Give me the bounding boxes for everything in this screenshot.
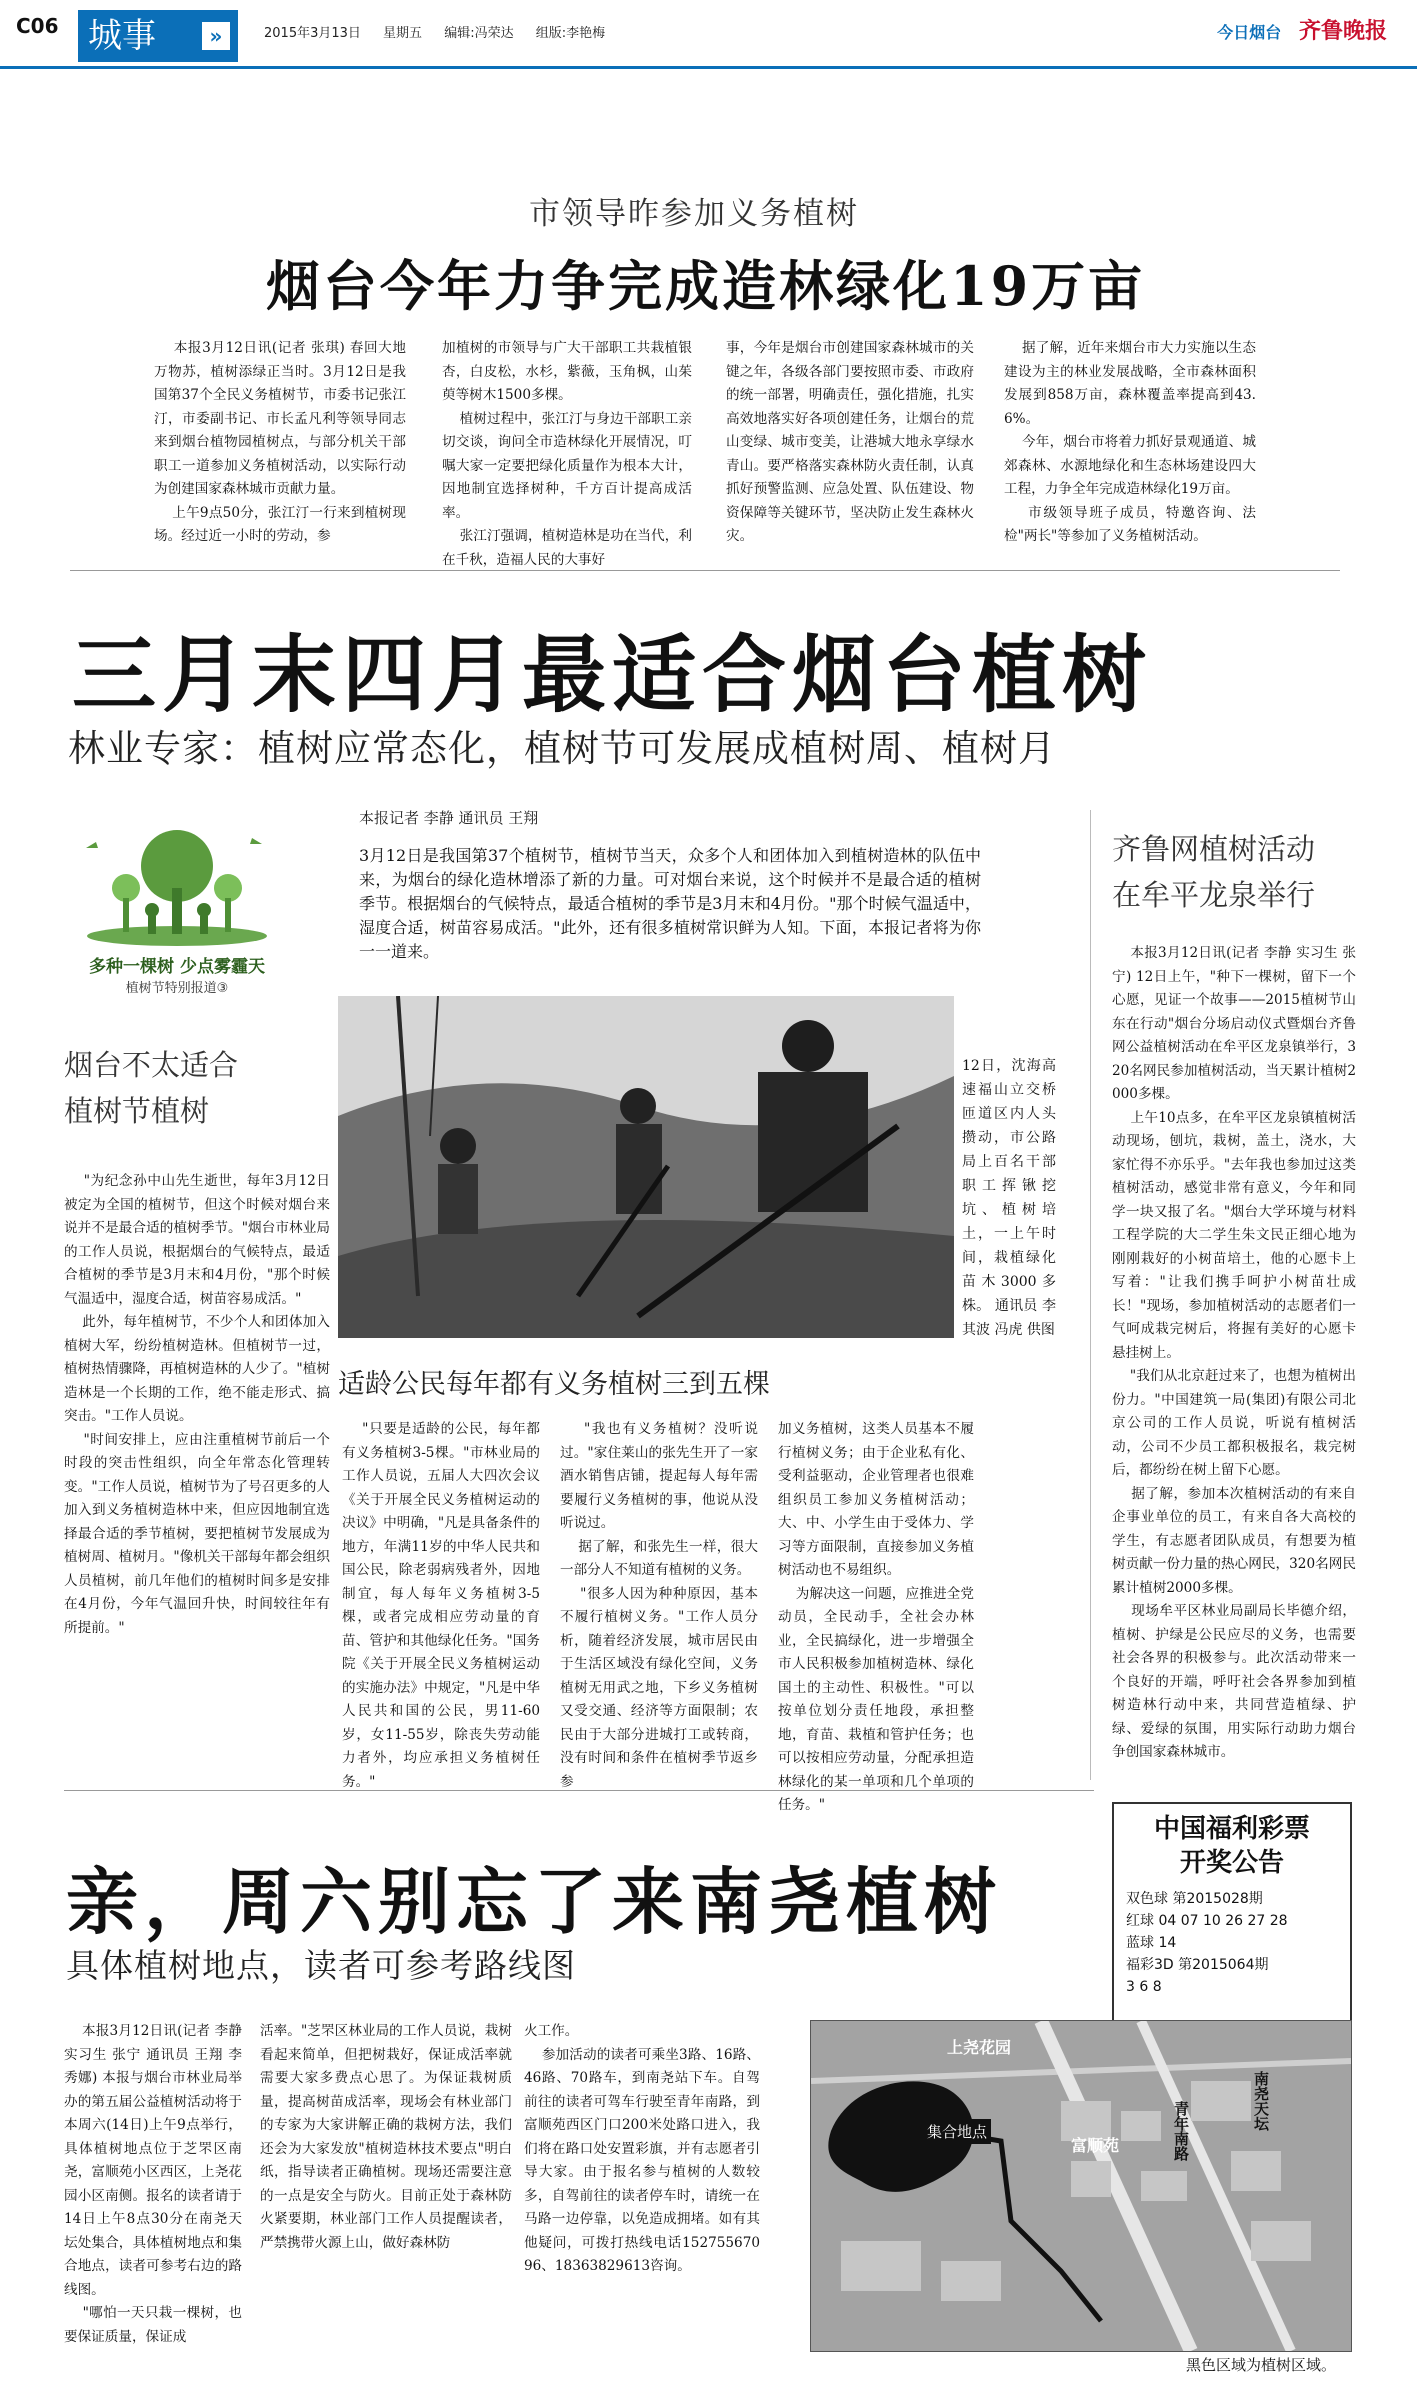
story2-mid-col1: "只要是适龄的公民，每年都有义务植树3-5棵。"市林业局的工作人员说，五届人大四次会议《关于开展全民义务植树运动的决议》中明确，"凡是具备条件的地方，年满11岁的中华人民共和国公民，除老弱病残者外，因地制宜，每人每年义务植树3-5棵，或者完成相应劳动量的育苗、管护和其他绿化任务。"国务院《关于开展全民义务植树运动的实施办法》中规定，"凡是中华人民共和国的公民，男11-60岁，女11-55岁，除丧失劳动能力者外，均应承担义务植树任务。": [342, 1421, 540, 1790]
story2-side-head: 烟台不太适合 植树节植树: [64, 1048, 239, 1128]
map-caption: 黑色区域为植树区域。: [1186, 2356, 1337, 2374]
map-label: 富顺苑: [1071, 2136, 1120, 2155]
campaign-logo: [66, 818, 288, 998]
story1-col2: 加植树的市领导与广大干部职工共栽植银杏，白皮松，水杉，紫薇，玉角枫，山茱萸等树木1500多棵。 植树过程中，张江汀与身边干部职工亲切交谈，询问全市造林绿化开展情况，叮嘱大家一定要把绿化质量作为根本大计，因地制宜选择树种，千方百计提高成活率。 张江汀强调，植树造林是功在当代，利在千秋，造福人民的大事好: [442, 340, 692, 568]
lottery-title: 中国福利彩票 开奖公告: [1153, 1814, 1310, 1878]
header-rule: [0, 66, 1417, 69]
lottery-line: 蓝球 14: [1126, 1935, 1177, 1951]
lottery-box: [1112, 1802, 1352, 2052]
lottery-line: 福彩3D 第2015064期: [1126, 1957, 1269, 1973]
lottery-line: 3 6 8: [1126, 1979, 1162, 1995]
divider: [70, 570, 1340, 571]
series-label: 植树节特别报道③: [125, 981, 229, 996]
layout-editor: 组版:李艳梅: [535, 26, 606, 41]
story1-title: 烟台今年力争完成造林绿化19万亩: [266, 254, 1146, 318]
photo-caption: 12日，沈海高速福山立交桥匝道区内人头攒动，市公路局上百名干部职工挥锹挖坑、植树培土，一上午时间，栽植绿化苗木3000多株。 通讯员 李其波 冯虎 供图: [962, 1058, 1056, 1338]
map-label: 上尧花园: [947, 2038, 1012, 2057]
map-label: 南尧天坛: [1252, 2071, 1270, 2131]
story4-subtitle: 具体植树地点，读者可参考路线图: [66, 1946, 576, 1985]
story2-byline: 本报记者 李静 通讯员 王翔: [359, 809, 539, 827]
section-tag: [78, 10, 238, 62]
lottery-line: 红球 04 07 10 26 27 28: [1126, 1913, 1288, 1929]
editor: 编辑:冯荣达: [444, 26, 514, 41]
weekday: 星期五: [383, 26, 423, 41]
story4-col2: 活率。"芝罘区林业局的工作人员说，栽树看起来简单，但把树栽好，保证成活率就需要大家多费点心思了。为保证栽树质量，提高树苗成活率，现场会有林业部门的专家为大家讲解正确的栽树方法，我们还会为大家发放"植树造林技术要点"明白纸，指导读者正确植树。现场还需要注意的一点是安全与防火。目前正处于森林防火紧要期，林业部门工作人员提醒读者，严禁携带火源上山，做好森林防: [260, 2023, 512, 2251]
map-label: 青年南路: [1172, 2101, 1190, 2161]
story3-body: 本报3月12日讯(记者 李静 实习生 张宁) 12日上午，"种下一棵树，留下一个心愿，见证一个故事——2015植树节山东在行动"烟台分场启动仪式暨烟台齐鲁网公益植树活动在牟平区龙泉镇举行，320名网民参加植树活动，当天累计植树2000多棵。 上午10点多，在牟平区龙泉镇植树活动现场，刨坑，栽树，盖土，浇水，大家忙得不亦乐乎。"去年我也参加过这类植树活动，感觉非常有意义，今年和同学一块又报了名。"烟台大学环境与材料工程学院的大二学生朱文民正细心地为刚刚栽好的小树苗培土，他的心愿卡上写着："让我们携手呵护小树苗壮成长！"现场，参加植树活动的志愿者们一气呵成栽完树后，将握有美好的心愿卡悬挂树上。 "我们从北京赶过来了，也想为植树出份力。"中国建筑一局(集团)有限公司北京公司的工作人员说，听说有植树活动，公司不少员工都积极报名，栽完树后，都纷纷在树上留下心愿。 据了解，参加本次植树活动的有来自企事业单位的员工，有来自各大高校的学生，有志愿者团队成员，有想要为植树贡献一份力量的热心网民，320名网民累计植树2000多棵。 现场牟平区林业局副局长毕德介绍，植树、护绿是公民应尽的义务，也需要社会各界的积极参与。此次活动带来一个良好的开端，呼吁社会各界参加到植树造林行动中来，共同营造植绿、护绿、爱绿的氛围，用实际行动助力烟台争创国家森林城市。: [1112, 945, 1356, 1760]
issue-date: 2015年3月13日: [264, 26, 361, 41]
section-title: 城事: [88, 16, 156, 56]
story2-lead: 3月12日是我国第37个植树节，植树节当天，众多个人和团体加入到植树造林的队伍中来，为烟台的绿化造林增添了新的力量。可对烟台来说，这个时候并不是最合适的植树季节。根据烟台的气候特点，最适合植树的季节是3月末和4月份。"那个时候气温适中，湿度合适，树苗容易成活。"此外，还有很多植树常识鲜为人知。下面，本报记者将为你一一道来。: [359, 846, 981, 961]
story1-col3: 事，今年是烟台市创建国家森林城市的关键之年，各级各部门要按照市委、市政府的统一部署，明确责任，强化措施，扎实高效地落实好各项创建任务，让烟台的荒山变绿、城市变美，让港城大地永享绿水青山。要严格落实森林防火责任制，认真抓好预警监测、应急处置、队伍建设、物资保障等关键环节，坚决防止发生森林火灾。: [726, 340, 974, 544]
story2-subtitle: 林业专家：植树应常态化，植树节可发展成植树周、植树月: [68, 727, 1056, 770]
campaign-slogan: 多种一棵树 少点雾霾天: [89, 957, 265, 977]
photo-planting-image: [338, 996, 954, 1338]
story1-col4: 据了解，近年来烟台市大力实施以生态建设为主的林业发展战略，全市森林面积发展到858万亩，森林覆盖率提高到43.6%。 今年，烟台市将着力抓好景观通道、城郊森林、水源地绿化和生态林场建设四大工程，力争全年完成造林绿化19万亩。 市级领导班子成员，特邀咨询、法检"两长"等参加了义务植树活动。: [1004, 340, 1256, 544]
story1-kicker: 市领导昨参加义务植树: [529, 196, 859, 232]
map-label: 集合地点: [923, 2119, 991, 2144]
story4-title: 亲，周六别忘了来南尧植树: [66, 1860, 1003, 1944]
route-map: [810, 2020, 1352, 2352]
story1-col1: 本报3月12日讯(记者 张琪) 春回大地万物苏，植树添绿正当时。3月12日是我国第37个全民义务植树节，市委书记张江汀，市委副书记、市长孟凡利等领导同志来到烟台植物园植树点，与部分机关干部职工一道参加义务植树活动，以实际行动为创建国家森林城市贡献力量。 上午9点50分，张江汀一行来到植树现场。经过近一小时的劳动，参: [154, 340, 406, 544]
story3-title: 齐鲁网植树活动 在牟平龙泉举行: [1112, 832, 1316, 912]
story4-col1: 本报3月12日讯(记者 李静 实习生 张宁 通讯员 王翔 李秀娜) 本报与烟台市林业局举办的第五届公益植树活动将于本周六(14日)上午9点举行，具体植树地点位于芝罘区南尧，富顺苑小区西区，上尧花园小区南侧。报名的读者请于14日上午8点30分在南尧天坛处集合，具体植树地点和集合地点，读者可参考右边的路线图。 "哪怕一天只栽一棵树，也要保证质量，保证成: [64, 2023, 242, 2345]
lottery-line: 双色球 第2015028期: [1126, 1891, 1263, 1907]
header-info: [264, 22, 623, 41]
divider: [64, 1790, 1094, 1791]
story2-mid-head: 适龄公民每年都有义务植树三到五棵: [338, 1369, 770, 1400]
story4-col3: 火工作。 参加活动的读者可乘坐3路、16路、46路、70路车，到南尧站下车。自驾前往的读者可驾车行驶至青年南路，到富顺苑西区门口200米处路口进入，我们将在路口处安置彩旗，并有志愿者引导大家。由于报名参与植树的人数较多，自驾前往的读者停车时，请统一在马路一边停靠，以免造成拥堵。如有其他疑问，可拨打热线电话15275567096、18363829613咨询。: [524, 2023, 760, 2274]
story2-side-body: "为纪念孙中山先生逝世，每年3月12日被定为全国的植树节，但这个时候对烟台来说并不是最合适的植树季节。"烟台市林业局的工作人员说，根据烟台的气候特点，最适合植树的季节是3月末和4月份，"那个时候气温适中，湿度合适，树苗容易成活。" 此外，每年植树节，不少个人和团体加入植树大军，纷纷植树造林。但植树节一过，植树热情骤降，再植树造林的人少了。"植树造林是一个长期的工作，绝不能走形式、搞突击。"工作人员说。 "时间安排上，应由注重植树节前后一个时段的突击性组织，向全年常态化管理转变。"工作人员说，植树节为了号召更多的人加入到义务植树造林中来，但应因地制宜选择最合适的季节植树，要把植树节发展成为植树周、植树月。"像机关干部每年都会组织人员植树，前几年他们的植树时间多是安排在4月份，今年气温回升快，时间较往年有所提前。": [64, 1173, 330, 1636]
photo-planting: [338, 996, 954, 1338]
tree-planting-logo-icon: [66, 818, 288, 948]
column-divider: [1090, 810, 1091, 1780]
edition-name: 今日烟台: [1217, 23, 1282, 42]
story2-mid-col2: "我也有义务植树？没听说过。"家住莱山的张先生开了一家酒水销售店铺，提起每人每年需要履行义务植树的事，他说从没听说过。 据了解，和张先生一样，很大一部分人不知道有植树的义务。 "很多人因为种种原因，基本不履行植树义务。"工作人员分析，随着经济发展，城市居民由于生活区域没有绿化空间，义务植树无用武之地，下乡义务植树又受交通、经济等方面限制；农民由于大部分进城打工或转商，没有时间和条件在植树季节返乡参: [560, 1421, 758, 1790]
page-number: C06: [16, 14, 59, 38]
story2-mid-col3: 加义务植树，这类人员基本不履行植树义务；由于企业私有化、受利益驱动，企业管理者也很难组织员工参加义务植树活动；大、中、小学生由于受体力、学习等方面限制，直接参加义务植树活动也不易组织。 为解决这一问题，应推进全党动员，全民动手，全社会办林业，全民搞绿化，进一步增强全市人民积极参加植树造林、绿化国土的主动性、积极性。"可以按单位划分责任地段，承担整地，育苗、栽植和管护任务；也可以按相应劳动量，分配承担造林绿化的某一单项和几个单项的任务。": [778, 1421, 974, 1813]
story2-title: 三月末四月最适合烟台植树: [72, 626, 1153, 724]
chevron-right-icon: »: [202, 22, 230, 50]
paper-logo: 齐鲁晚报: [1298, 19, 1387, 44]
masthead: [1217, 14, 1387, 45]
